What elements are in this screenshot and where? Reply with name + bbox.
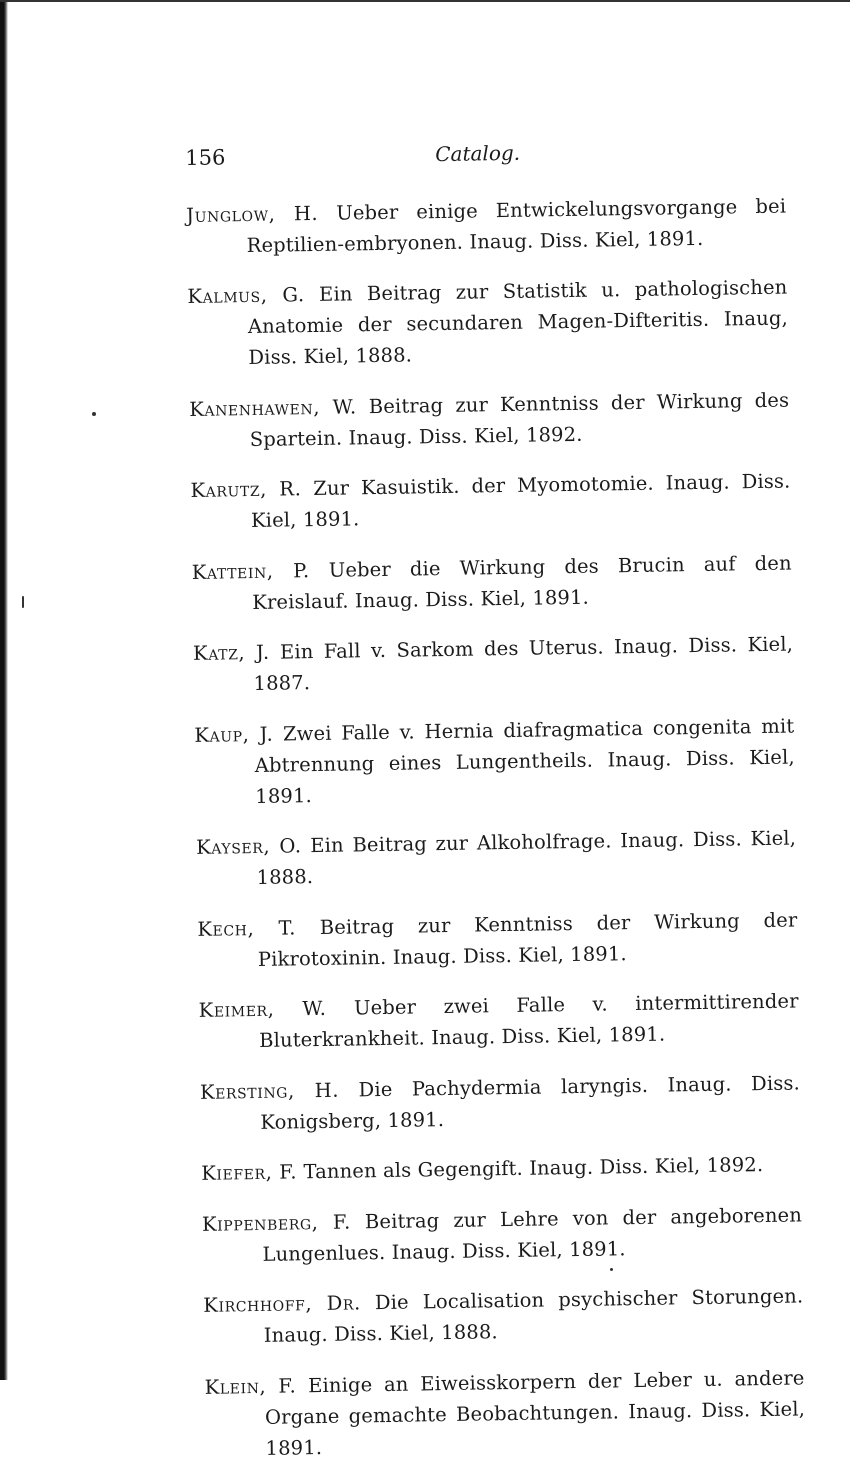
- entry-author: Keimer, W.: [198, 996, 327, 1022]
- entry-text: Tannen als Gegengift. Inaug. Diss. Kiel, 1892.: [303, 1153, 764, 1184]
- entry-text: Zwei Falle v. Hernia diafragmatica congenita mit Abtrennung eines Lungentheils. Inaug. Diss. Kiel, 1891.: [254, 714, 795, 808]
- catalog-page: [185, 131, 806, 1483]
- scan-edge-top: [0, 0, 850, 2]
- running-head: [185, 131, 786, 180]
- catalog-entry: [201, 1148, 801, 1188]
- catalog-entry: [202, 1199, 803, 1270]
- entry-author: Kattein, P.: [191, 558, 310, 584]
- catalog-entry: [194, 710, 795, 812]
- catalog-entry: [192, 547, 793, 618]
- catalog-entry: [200, 1067, 801, 1138]
- catalog-entries: [186, 190, 806, 1464]
- entry-text: Zur Kasuistik. der Myomotomie. Inaug. Diss. Kiel, 1891.: [250, 469, 791, 533]
- catalog-entry: [198, 985, 799, 1056]
- entry-text: Beitrag zur Kenntniss der Wirkung der Pikrotoxinin. Inaug. Diss. Kiel, 1891.: [257, 907, 798, 971]
- catalog-entry: [203, 1280, 804, 1351]
- entry-author: Kayser, O.: [195, 834, 302, 859]
- entry-author: Junglow, H.: [185, 201, 319, 227]
- entry-author: Katz, J.: [192, 640, 270, 665]
- catalog-entry: [190, 466, 791, 537]
- catalog-entry: [204, 1362, 805, 1464]
- scan-speck: [22, 596, 24, 608]
- entry-text: Ein Beitrag zur Statistik u. pathologischen Anatomie der secundaren Magen-Difteritis. Inaug, Diss. Kiel, 1888.: [247, 275, 789, 370]
- entry-text: Beitrag zur Lehre von der angeborenen Lungenlues. Inaug. Diss. Kiel, 1891.: [262, 1202, 803, 1266]
- entry-text: Beitrag zur Kenntniss der Wirkung des Spartein. Inaug. Diss. Kiel, 1892.: [249, 388, 790, 451]
- entry-author: Kalmus, G.: [187, 283, 305, 308]
- entry-author: Kech, T.: [197, 915, 297, 941]
- entry-author: Kirchhoff, Dr.: [203, 1291, 362, 1317]
- entry-author: Kiefer, F.: [201, 1160, 298, 1185]
- entry-text: Ein Beitrag zur Alkoholfrage. Inaug. Diss. Kiel, 1888.: [256, 826, 797, 889]
- entry-text: Ein Fall v. Sarkom des Uterus. Inaug. Diss. Kiel, 1887.: [253, 632, 794, 695]
- entry-text: Ueber die Wirkung des Brucin auf den Kreislauf. Inaug. Diss. Kiel, 1891.: [252, 551, 792, 614]
- entry-text: Die Pachydermia laryngis. Inaug. Diss. Konigsberg, 1891.: [260, 1070, 801, 1134]
- running-title: Catalog.: [435, 140, 521, 167]
- catalog-entry: [197, 904, 798, 975]
- scan-edge-left: [0, 0, 8, 1380]
- entry-author: Klein, F.: [204, 1373, 297, 1399]
- entry-author: Kaup, J.: [194, 722, 274, 747]
- page-number: 156: [185, 145, 226, 170]
- entry-author: Kippenberg, F.: [201, 1210, 352, 1236]
- catalog-entry: [189, 384, 790, 455]
- entry-author: Kanenhawen, W.: [189, 394, 357, 421]
- entry-text: Die Localisation psychischer Storungen. Inaug. Diss. Kiel, 1888.: [263, 1284, 804, 1347]
- scan-speck: [92, 412, 96, 416]
- entry-author: Kersting, H.: [199, 1078, 340, 1104]
- catalog-entry: [187, 272, 788, 374]
- catalog-entry: [186, 190, 787, 261]
- catalog-entry: [193, 629, 794, 700]
- entry-text: Ueber zwei Falle v. intermittirender Bluterkrankheit. Inaug. Diss. Kiel, 1891.: [258, 989, 799, 1052]
- entry-text: Ueber einige Entwickelungsvorgange bei Reptilien-embryonen. Inaug. Diss. Kiel, 1891.: [246, 194, 787, 257]
- catalog-entry: [196, 822, 797, 893]
- entry-author: Karutz, R.: [190, 477, 302, 502]
- entry-text: Einige an Eiweisskorpern der Leber u. andere Organe gemachte Beobachtungen. Inaug. Diss. Kiel, 1891.: [264, 1365, 806, 1460]
